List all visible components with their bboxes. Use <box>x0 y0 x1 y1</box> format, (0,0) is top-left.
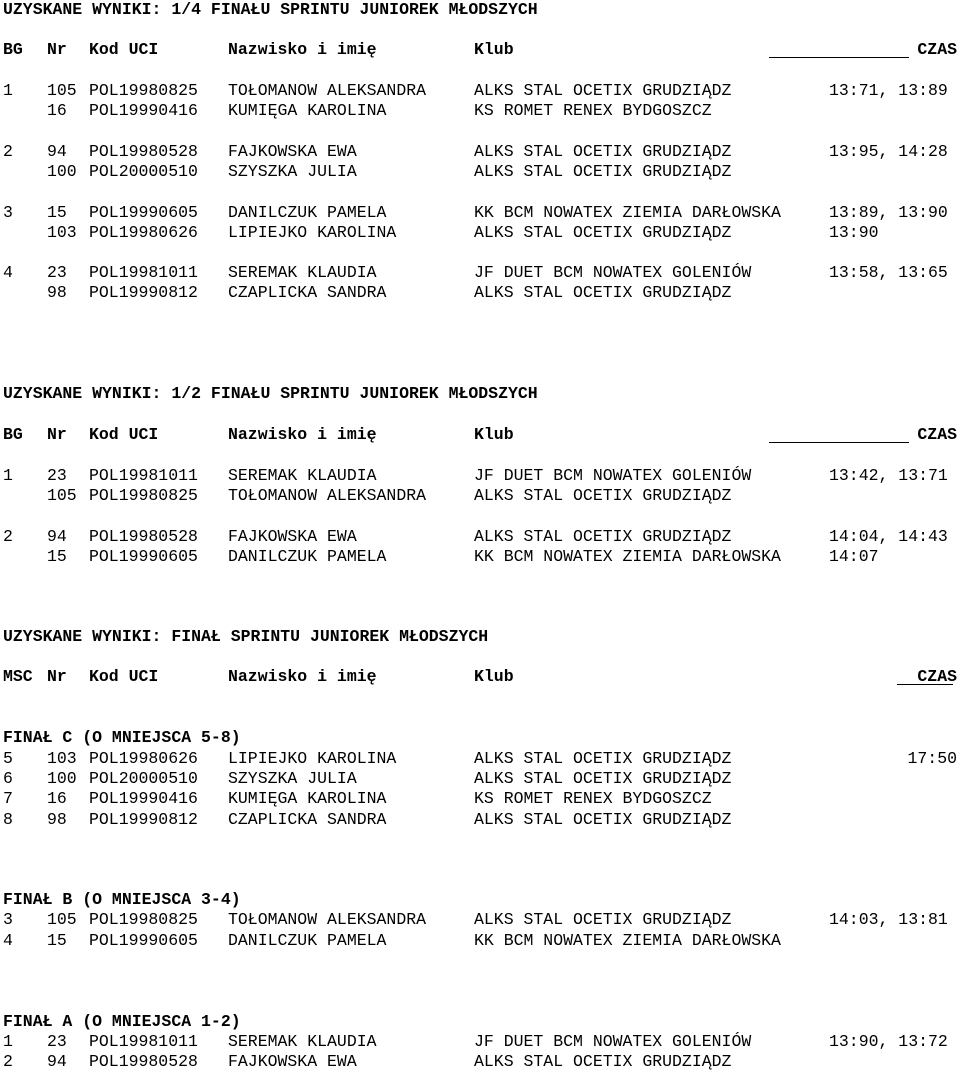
row-uci: POL19980825 <box>89 486 198 505</box>
table-row <box>3 486 957 506</box>
header-underline <box>897 684 953 685</box>
header-club: Klub <box>474 667 514 686</box>
section-title: UZYSKANE WYNIKI: 1/2 FINAŁU SPRINTU JUNIOREK MŁODSZYCH <box>3 384 538 403</box>
table-row <box>3 1032 957 1052</box>
row-nr: 98 <box>47 283 67 302</box>
row-uci: POL19980528 <box>89 527 198 546</box>
row-name: TOŁOMANOW ALEKSANDRA <box>228 910 427 929</box>
row-name: TOŁOMANOW ALEKSANDRA <box>228 81 427 100</box>
row-bg: 2 <box>3 527 13 546</box>
row-club: KK BCM NOWATEX ZIEMIA DARŁOWSKA <box>474 931 781 950</box>
row-uci: POL20000510 <box>89 162 198 181</box>
header-time: CZAS <box>917 425 957 444</box>
row-name: DANILCZUK PAMELA <box>228 547 387 566</box>
row-club: KS ROMET RENEX BYDGOSZCZ <box>474 101 712 120</box>
row-uci: POL19990605 <box>89 203 198 222</box>
table-row <box>3 769 957 789</box>
table-row <box>3 466 957 486</box>
table-row <box>3 910 957 930</box>
row-name: FAJKOWSKA EWA <box>228 527 357 546</box>
row-time: 13:95, 14:28 <box>829 142 948 161</box>
row-name: CZAPLICKA SANDRA <box>228 810 387 829</box>
row-time: 14:04, 14:43 <box>829 527 948 546</box>
table-row <box>3 263 957 283</box>
row-uci: POL19980825 <box>89 910 198 929</box>
row-club: ALKS STAL OCETIX GRUDZIĄDZ <box>474 749 732 768</box>
table-row <box>3 283 957 303</box>
section-title: UZYSKANE WYNIKI: 1/4 FINAŁU SPRINTU JUNIOREK MŁODSZYCH <box>3 0 538 19</box>
row-bg: 3 <box>3 910 13 929</box>
row-nr: 94 <box>47 527 67 546</box>
row-nr: 105 <box>47 910 77 929</box>
row-name: TOŁOMANOW ALEKSANDRA <box>228 486 427 505</box>
row-uci: POL19980626 <box>89 749 198 768</box>
row-name: FAJKOWSKA EWA <box>228 142 357 161</box>
row-time: 14:07 <box>829 547 879 566</box>
row-uci: POL19980528 <box>89 1052 198 1071</box>
table-row <box>3 81 957 101</box>
row-nr: 23 <box>47 466 67 485</box>
row-bg: 1 <box>3 466 13 485</box>
row-time: 13:90, 13:72 <box>829 1032 948 1051</box>
row-club: ALKS STAL OCETIX GRUDZIĄDZ <box>474 769 732 788</box>
table-row <box>3 223 957 243</box>
row-uci: POL19980825 <box>89 81 198 100</box>
row-bg: 4 <box>3 931 13 950</box>
row-uci: POL19990812 <box>89 810 198 829</box>
row-nr: 23 <box>47 263 67 282</box>
row-club: ALKS STAL OCETIX GRUDZIĄDZ <box>474 810 732 829</box>
row-name: KUMIĘGA KAROLINA <box>228 789 387 808</box>
table-row <box>3 547 957 567</box>
row-nr: 15 <box>47 931 67 950</box>
header-underline <box>769 442 909 443</box>
header-nr: Nr <box>47 40 67 59</box>
row-club: ALKS STAL OCETIX GRUDZIĄDZ <box>474 1052 732 1071</box>
row-nr: 100 <box>47 769 77 788</box>
row-club: ALKS STAL OCETIX GRUDZIĄDZ <box>474 283 732 302</box>
row-name: FAJKOWSKA EWA <box>228 1052 357 1071</box>
row-nr: 15 <box>47 547 67 566</box>
row-nr: 15 <box>47 203 67 222</box>
header-bg: BG <box>3 40 23 59</box>
header-name: Nazwisko i imię <box>228 40 377 59</box>
row-club: JF DUET BCM NOWATEX GOLENIÓW <box>474 1032 752 1051</box>
row-uci: POL19981011 <box>89 263 198 282</box>
row-bg: 3 <box>3 203 13 222</box>
column-header-row <box>3 667 957 687</box>
table-row <box>3 162 957 182</box>
header-bg: BG <box>3 425 23 444</box>
row-time: 13:71, 13:89 <box>829 81 948 100</box>
row-nr: 100 <box>47 162 77 181</box>
row-name: SEREMAK KLAUDIA <box>228 466 377 485</box>
row-uci: POL19981011 <box>89 1032 198 1051</box>
row-bg: 8 <box>3 810 13 829</box>
row-bg: 5 <box>3 749 13 768</box>
header-time: CZAS <box>917 667 957 686</box>
final-label: FINAŁ A (O MNIEJSCA 1-2) <box>3 1012 241 1031</box>
row-name: SEREMAK KLAUDIA <box>228 1032 377 1051</box>
row-name: SZYSZKA JULIA <box>228 769 357 788</box>
row-nr: 16 <box>47 789 67 808</box>
table-row <box>3 1052 957 1072</box>
row-club: JF DUET BCM NOWATEX GOLENIÓW <box>474 263 752 282</box>
header-bg: MSC <box>3 667 33 686</box>
table-row <box>3 142 957 162</box>
row-time: 13:42, 13:71 <box>829 466 948 485</box>
header-nr: Nr <box>47 425 67 444</box>
header-uci: Kod UCI <box>89 667 159 686</box>
header-nr: Nr <box>47 667 67 686</box>
row-club: KS ROMET RENEX BYDGOSZCZ <box>474 789 712 808</box>
row-nr: 23 <box>47 1032 67 1051</box>
row-bg: 2 <box>3 1052 13 1071</box>
row-nr: 94 <box>47 1052 67 1071</box>
row-nr: 105 <box>47 81 77 100</box>
table-row <box>3 203 957 223</box>
column-header-row <box>3 425 957 445</box>
table-row <box>3 749 957 769</box>
row-name: SZYSZKA JULIA <box>228 162 357 181</box>
row-nr: 16 <box>47 101 67 120</box>
row-uci: POL19981011 <box>89 466 198 485</box>
row-uci: POL19990416 <box>89 789 198 808</box>
header-time: CZAS <box>917 40 957 59</box>
row-name: DANILCZUK PAMELA <box>228 203 387 222</box>
row-uci: POL19990605 <box>89 547 198 566</box>
row-club: ALKS STAL OCETIX GRUDZIĄDZ <box>474 910 732 929</box>
row-name: CZAPLICKA SANDRA <box>228 283 387 302</box>
row-club: ALKS STAL OCETIX GRUDZIĄDZ <box>474 142 732 161</box>
row-nr: 103 <box>47 223 77 242</box>
row-nr: 94 <box>47 142 67 161</box>
header-underline <box>769 57 909 58</box>
row-name: LIPIEJKO KAROLINA <box>228 749 397 768</box>
row-club: ALKS STAL OCETIX GRUDZIĄDZ <box>474 162 732 181</box>
row-nr: 103 <box>47 749 77 768</box>
row-bg: 6 <box>3 769 13 788</box>
row-time: 17:50 <box>907 749 957 768</box>
section-title: UZYSKANE WYNIKI: FINAŁ SPRINTU JUNIOREK MŁODSZYCH <box>3 627 489 646</box>
header-uci: Kod UCI <box>89 425 159 444</box>
table-row <box>3 789 957 809</box>
row-name: LIPIEJKO KAROLINA <box>228 223 397 242</box>
row-club: KK BCM NOWATEX ZIEMIA DARŁOWSKA <box>474 203 781 222</box>
final-label: FINAŁ C (O MNIEJSCA 5-8) <box>3 728 241 747</box>
row-time: 13:58, 13:65 <box>829 263 948 282</box>
row-bg: 4 <box>3 263 13 282</box>
row-time: 14:03, 13:81 <box>829 910 948 929</box>
final-label: FINAŁ B (O MNIEJSCA 3-4) <box>3 890 241 909</box>
row-bg: 7 <box>3 789 13 808</box>
row-name: SEREMAK KLAUDIA <box>228 263 377 282</box>
row-uci: POL19990605 <box>89 931 198 950</box>
header-name: Nazwisko i imię <box>228 667 377 686</box>
header-club: Klub <box>474 425 514 444</box>
row-club: ALKS STAL OCETIX GRUDZIĄDZ <box>474 223 732 242</box>
row-club: ALKS STAL OCETIX GRUDZIĄDZ <box>474 81 732 100</box>
table-row <box>3 101 957 121</box>
header-uci: Kod UCI <box>89 40 159 59</box>
row-uci: POL19990416 <box>89 101 198 120</box>
row-club: JF DUET BCM NOWATEX GOLENIÓW <box>474 466 752 485</box>
row-bg: 1 <box>3 1032 13 1051</box>
row-club: ALKS STAL OCETIX GRUDZIĄDZ <box>474 486 732 505</box>
row-bg: 1 <box>3 81 13 100</box>
row-time: 13:89, 13:90 <box>829 203 948 222</box>
row-nr: 105 <box>47 486 77 505</box>
table-row <box>3 527 957 547</box>
row-uci: POL20000510 <box>89 769 198 788</box>
row-nr: 98 <box>47 810 67 829</box>
row-uci: POL19980626 <box>89 223 198 242</box>
row-club: KK BCM NOWATEX ZIEMIA DARŁOWSKA <box>474 547 781 566</box>
column-header-row <box>3 40 957 60</box>
table-row <box>3 931 957 951</box>
row-bg: 2 <box>3 142 13 161</box>
header-club: Klub <box>474 40 514 59</box>
row-uci: POL19990812 <box>89 283 198 302</box>
row-name: KUMIĘGA KAROLINA <box>228 101 387 120</box>
header-name: Nazwisko i imię <box>228 425 377 444</box>
row-uci: POL19980528 <box>89 142 198 161</box>
table-row <box>3 810 957 830</box>
row-name: DANILCZUK PAMELA <box>228 931 387 950</box>
row-club: ALKS STAL OCETIX GRUDZIĄDZ <box>474 527 732 546</box>
row-time: 13:90 <box>829 223 879 242</box>
